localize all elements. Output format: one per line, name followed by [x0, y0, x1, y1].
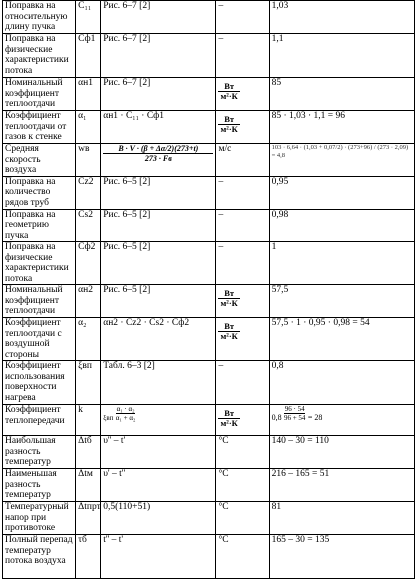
param-value: 1,1 — [269, 34, 414, 78]
param-source: t'' – t' — [101, 535, 216, 579]
table-row — [3, 209, 415, 242]
param-value: 0,98 — [269, 209, 414, 242]
param-value: 0,95 — [269, 176, 414, 209]
param-symbol: Δtпрт — [76, 502, 101, 535]
param-unit: °C — [216, 502, 269, 535]
param-unit — [216, 111, 269, 144]
param-source: αн2 · Cz2 · Cs2 · Cф2 — [101, 318, 216, 361]
param-source: υ'' – t' — [101, 436, 216, 469]
param-value — [269, 405, 414, 436]
table-row — [3, 78, 415, 111]
calculation-table — [2, 0, 415, 579]
table-row — [3, 144, 415, 177]
param-value: 140 – 30 = 110 — [269, 436, 414, 469]
param-name: Наибольшая разность температур — [3, 436, 76, 469]
param-unit — [216, 405, 269, 436]
unit-fraction: $\frac{Вт}{\text{м²·К}}$ — [220, 321, 238, 341]
param-unit — [216, 78, 269, 111]
param-value: 165 – 30 = 135 — [269, 535, 414, 579]
param-value: 57,5 · 1 · 0,95 · 0,98 = 54 — [269, 318, 414, 361]
param-source: Рис. 6–7 [2] — [101, 34, 216, 78]
table-row — [3, 176, 415, 209]
param-name: Коэффициент теплоотдачи с воздушной стороны — [3, 318, 76, 361]
param-name: Номинальный коэффициент теплоотдачи — [3, 78, 76, 111]
param-value: 0,8 — [269, 361, 414, 405]
param-source: αн1 · C₁₁ · Cф1 — [101, 111, 216, 144]
param-value: 1 — [269, 242, 414, 285]
param-value: 1,03 — [269, 1, 414, 34]
param-symbol: α₁ — [76, 111, 101, 144]
param-name: Наименьшая разность температур — [3, 469, 76, 502]
param-name: Поправка на относительную длину пучка — [3, 1, 76, 34]
param-source: Рис. 6–5 [2] — [101, 242, 216, 285]
table-row — [3, 436, 415, 469]
param-symbol: Cs2 — [76, 209, 101, 242]
param-symbol: ξвп — [76, 361, 101, 405]
param-source — [101, 144, 216, 177]
param-source: Рис. 6–7 [2] — [101, 1, 216, 34]
param-name: Поправка на геометрию пучка — [3, 209, 76, 242]
k-formula: $\frac{\text{α₁ · α₂}}{\text{α₁ + α₂}}$ — [115, 405, 136, 422]
param-unit: – — [216, 34, 269, 78]
param-value: 85 · 1,03 · 1,1 = 96 — [269, 111, 414, 144]
k-source-prefix: ξвп — [103, 414, 114, 422]
param-symbol: Δtб — [76, 436, 101, 469]
param-symbol: k — [76, 405, 101, 436]
param-value: 103 · 6,64 · (1,03 + 0,07/2) · (273+96) / (273 · 2,09) = 4,8 — [269, 144, 414, 177]
param-source: Рис. 6–5 [2] — [101, 209, 216, 242]
param-source: Табл. 6–3 [2] — [101, 361, 216, 405]
param-unit: – — [216, 176, 269, 209]
param-symbol: Cz2 — [76, 176, 101, 209]
param-unit: °C — [216, 469, 269, 502]
param-name: Поправка на количество рядов труб — [3, 176, 76, 209]
param-name: Номинальный коэффициент теплоотдачи — [3, 285, 76, 318]
unit-fraction: $\frac{Вт}{\text{м²·К}}$ — [220, 81, 238, 101]
table-row — [3, 111, 415, 144]
table-row — [3, 34, 415, 78]
param-unit — [216, 285, 269, 318]
k-value-fraction: $\frac{96 \cdot 54}{96 + 54}$ — [283, 405, 306, 422]
table-row — [3, 405, 415, 436]
table-row — [3, 502, 415, 535]
param-symbol: wв — [76, 144, 101, 177]
param-unit: °C — [216, 535, 269, 579]
param-unit: – — [216, 361, 269, 405]
param-name: Коэффициент теплопередачи — [3, 405, 76, 436]
param-unit — [216, 318, 269, 361]
param-name: Коэффициент использования поверхности нагрева — [3, 361, 76, 405]
k-value-prefix: 0,8 — [271, 413, 282, 422]
param-source: υ' – t'' — [101, 469, 216, 502]
param-unit: – — [216, 242, 269, 285]
table-row — [3, 535, 415, 579]
param-symbol: Δtм — [76, 469, 101, 502]
param-name: Коэффициент теплоотдачи от газов к стенке — [3, 111, 76, 144]
param-symbol: αн1 — [76, 78, 101, 111]
k-value-result: = 28 — [307, 413, 323, 422]
table-row — [3, 469, 415, 502]
param-source: 0,5(110+51) — [101, 502, 216, 535]
param-source — [101, 405, 216, 436]
param-symbol: τб — [76, 535, 101, 579]
param-source: Рис. 6–5 [2] — [101, 285, 216, 318]
velocity-formula: B · V · (β + Δα/2)(273+t) 273 · Fв — [103, 144, 213, 163]
param-source: Рис. 6–7 [2] — [101, 78, 216, 111]
param-name: Температурный напор при противотоке — [3, 502, 76, 535]
param-name: Полный перепад температур потока воздуха — [3, 535, 76, 579]
table-row — [3, 361, 415, 405]
table-row — [3, 285, 415, 318]
param-symbol: αн2 — [76, 285, 101, 318]
param-value: 57,5 — [269, 285, 414, 318]
param-value: 216 – 165 = 51 — [269, 469, 414, 502]
unit-fraction: $\frac{Вт}{\text{м²·К}}$ — [220, 408, 238, 428]
param-symbol: C₁₁ — [76, 1, 101, 34]
param-source: Рис. 6–5 [2] — [101, 176, 216, 209]
param-value: 81 — [269, 502, 414, 535]
param-symbol: Cф2 — [76, 242, 101, 285]
table-row — [3, 1, 415, 34]
param-value: 85 — [269, 78, 414, 111]
param-name: Поправка на физические характеристики потока — [3, 242, 76, 285]
table-row — [3, 318, 415, 361]
table-row — [3, 242, 415, 285]
param-name: Поправка на физические характеристики потока — [3, 34, 76, 78]
param-unit: – — [216, 209, 269, 242]
param-unit: – — [216, 1, 269, 34]
param-symbol: α₂ — [76, 318, 101, 361]
param-unit: м/с — [216, 144, 269, 177]
param-unit: °C — [216, 436, 269, 469]
unit-fraction: $\frac{Вт}{\text{м²·К}}$ — [220, 114, 238, 134]
param-name: Средняя скорость воздуха — [3, 144, 76, 177]
param-symbol: Cф1 — [76, 34, 101, 78]
unit-fraction: $\frac{Вт}{\text{м²·К}}$ — [220, 288, 238, 308]
